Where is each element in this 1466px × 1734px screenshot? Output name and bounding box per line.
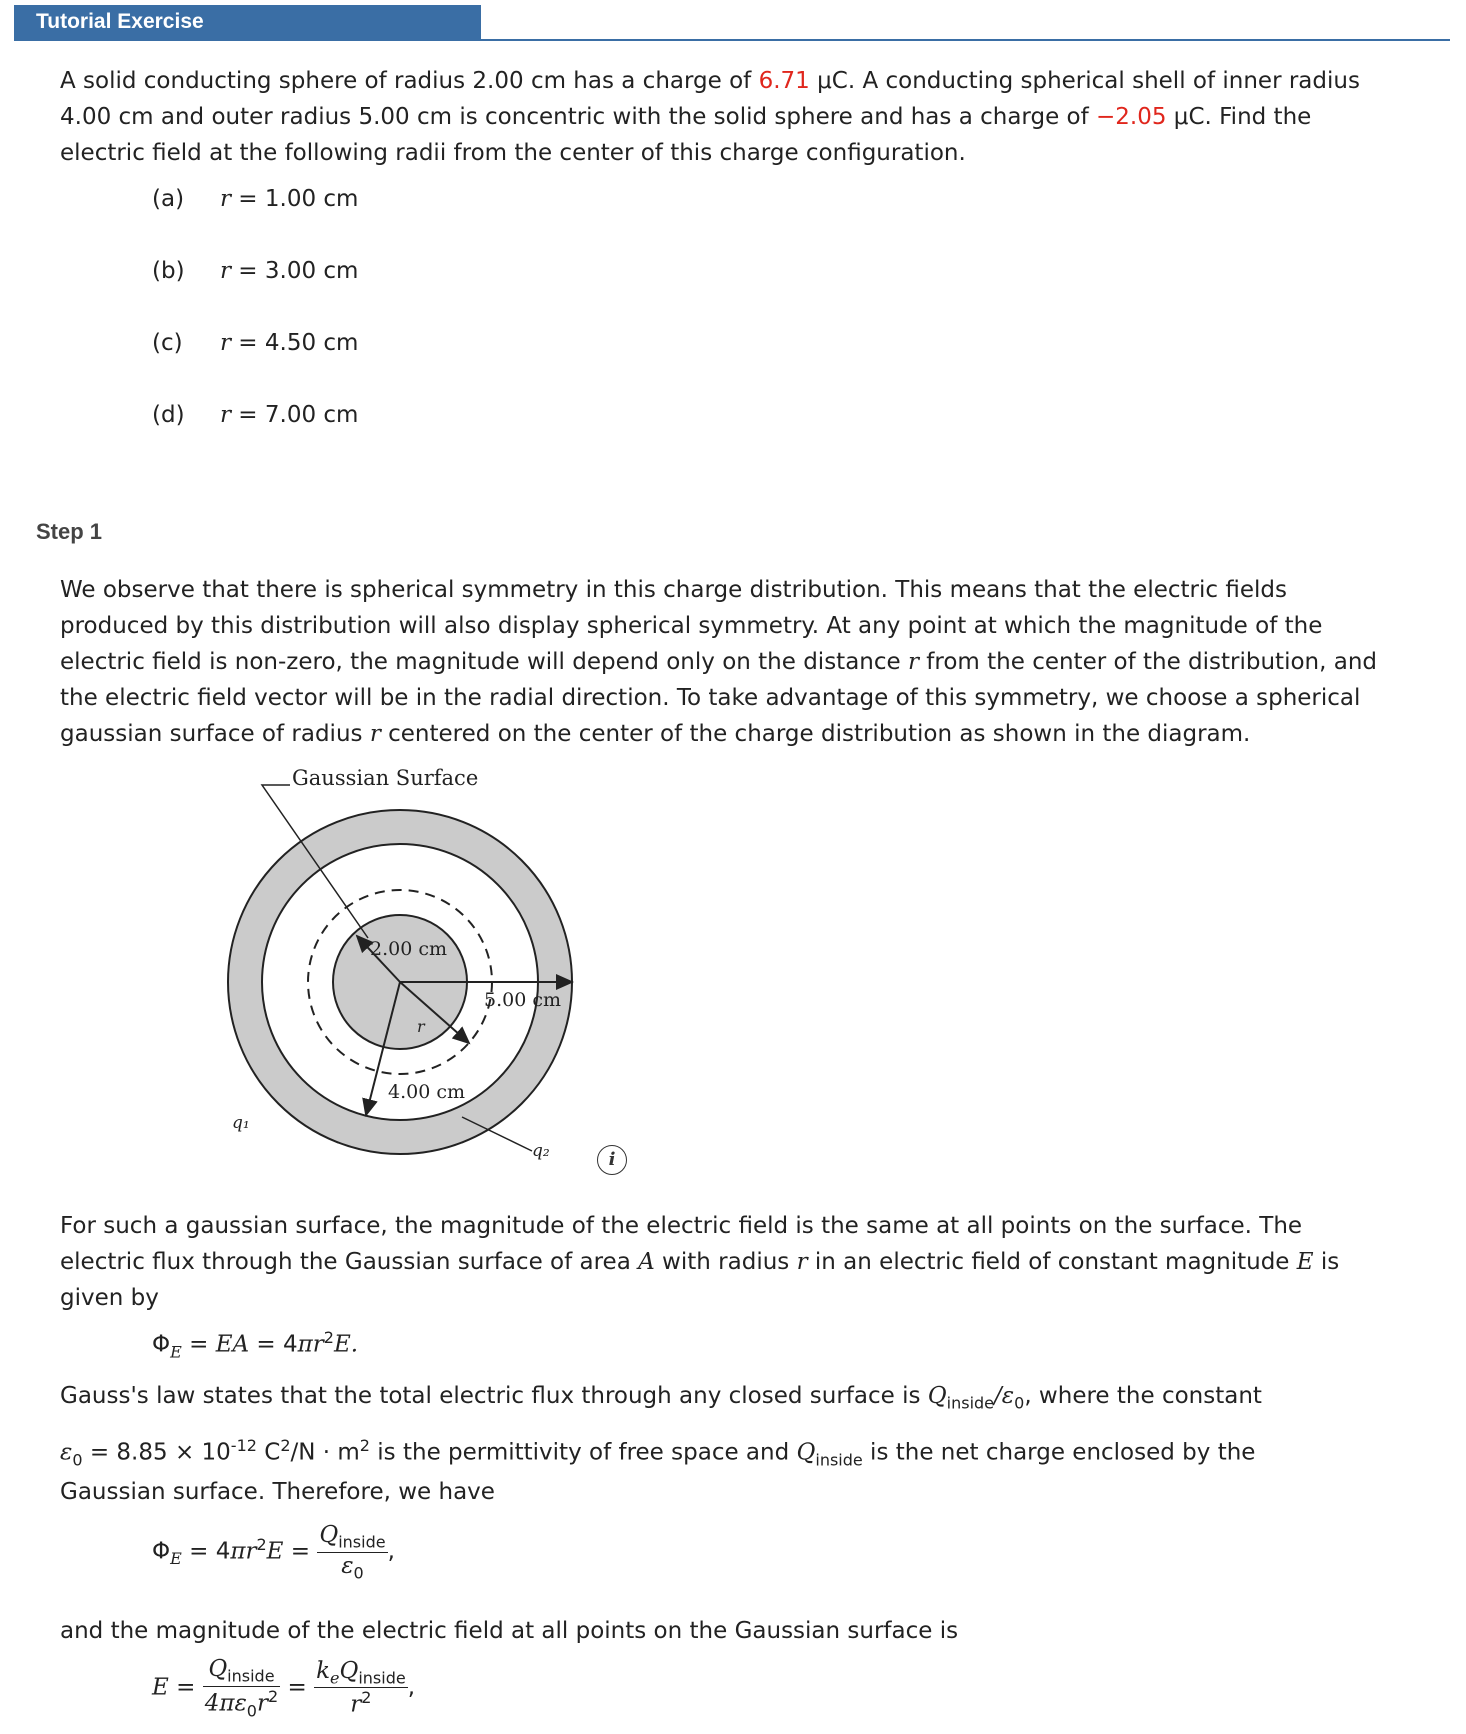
term: Q (208, 1656, 228, 1682)
var-r: r (796, 1249, 808, 1275)
eq-sign: = (168, 1674, 203, 1701)
term: πr (230, 1538, 257, 1565)
text: is (1313, 1249, 1340, 1275)
label-q1: q₁ (232, 1113, 250, 1133)
sub: E (170, 1342, 182, 1362)
eq-sign: = (280, 1674, 315, 1701)
sub: e (330, 1668, 340, 1688)
text: in an electric field of constant magnitude (807, 1249, 1297, 1275)
problem-text: μC. Find the (1166, 104, 1312, 130)
var-A: A (638, 1249, 655, 1275)
part-value: = 7.00 cm (231, 402, 359, 428)
term: k (316, 1657, 331, 1684)
term: EA (215, 1331, 250, 1358)
sub: inside (227, 1666, 275, 1686)
term: E. (333, 1331, 359, 1358)
gaussian-surface-diagram (220, 760, 600, 1170)
part-var: r (220, 186, 231, 212)
sub: 0 (353, 1563, 364, 1583)
var-Q: Q (927, 1383, 947, 1409)
sub: inside (946, 1393, 995, 1413)
denominator (203, 1687, 280, 1720)
sup: 2 (361, 1688, 372, 1708)
term: E (152, 1674, 169, 1701)
part-letter: (a) (152, 186, 185, 212)
problem-text: A solid conducting sphere of radius 2.00 cm has a charge of (60, 68, 759, 94)
denominator (317, 1553, 387, 1583)
step-title: Step 1 (36, 519, 103, 544)
term: πr (297, 1331, 324, 1358)
part-c (152, 330, 358, 356)
label-q2: q₂ (532, 1141, 550, 1161)
step-text (60, 1378, 1420, 1422)
part-letter: (d) (152, 402, 185, 428)
label-4cm: 4.00 cm (388, 1081, 466, 1103)
sup: -12 (230, 1436, 257, 1455)
part-var: r (220, 330, 231, 356)
phi-symbol: Φ (152, 1331, 171, 1358)
header-rule (14, 39, 1450, 41)
part-a (152, 186, 358, 212)
step-text (60, 644, 1420, 680)
text: electric flux through the Gaussian surface of area (60, 1249, 639, 1275)
step-text: produced by this distribution will also display spherical symmetry. At any point at which the magnitude of the (60, 613, 1323, 639)
text: is the permittivity of free space and (369, 1439, 797, 1466)
label-r: r (417, 1017, 425, 1036)
text: from the center of the distribution, and (918, 649, 1377, 675)
var-r: r (907, 649, 919, 675)
term: r (256, 1690, 268, 1717)
numerator (314, 1658, 408, 1689)
problem-text: 4.00 cm and outer radius 5.00 cm is concentric with the solid sphere and has a charge of (60, 104, 1097, 130)
label-gaussian-surface: Gaussian Surface (292, 766, 479, 790)
part-var: r (220, 402, 231, 428)
text: = 8.85 × 10 (82, 1439, 231, 1466)
sup: 2 (323, 1328, 334, 1347)
part-var: r (220, 258, 231, 284)
part-b (152, 258, 358, 284)
text: Gauss's law states that the total electric flux through any closed surface is (60, 1383, 928, 1409)
problem-line-3: electric field at the following radii from the center of this charge configuration. (60, 140, 966, 166)
text: electric field is non-zero, the magnitude will depend only on the distance (60, 649, 908, 675)
step-text (60, 716, 1420, 752)
sub: inside (815, 1450, 863, 1470)
sub: E (170, 1549, 182, 1569)
part-d (152, 402, 358, 428)
numerator (317, 1522, 387, 1553)
problem-line-2 (60, 99, 1420, 135)
sup: 2 (267, 1686, 279, 1706)
part-letter: (c) (152, 330, 183, 356)
problem-text: μC. A conducting spherical shell of inner radius (809, 68, 1360, 94)
comma: , (407, 1674, 416, 1701)
eq-sign: = (283, 1538, 318, 1565)
label-2cm: 2.00 cm (370, 938, 448, 960)
step-text (60, 1428, 1420, 1478)
label-5cm: 5.00 cm (484, 989, 562, 1011)
term: E (266, 1538, 284, 1565)
term: /ε (994, 1383, 1015, 1409)
flux-equation (152, 1328, 358, 1361)
text: is the net charge enclosed by the (862, 1439, 1256, 1466)
text: gaussian surface of radius (60, 721, 370, 747)
sub: 0 (246, 1700, 257, 1720)
text: with radius (654, 1249, 797, 1275)
step-text: and the magnitude of the electric field at all points on the Gaussian surface is (60, 1618, 959, 1644)
epsilon: ε (60, 1439, 73, 1466)
term: 4πε (204, 1690, 247, 1717)
sub: 0 (1014, 1393, 1025, 1413)
text: /N · m (290, 1439, 360, 1466)
text: C (256, 1439, 281, 1466)
step-text: the electric field vector will be in the radial direction. To take advantage of this symmetry, we choose a spherical (60, 685, 1361, 711)
fraction (317, 1522, 387, 1582)
part-value: = 4.50 cm (231, 330, 359, 356)
comma: , (387, 1538, 395, 1565)
fraction (314, 1658, 408, 1718)
var-Q: Q (796, 1439, 816, 1466)
step-text: given by (60, 1285, 159, 1311)
term: r (350, 1692, 362, 1719)
problem-line-1 (60, 63, 1420, 99)
step-text: We observe that there is spherical symmetry in this charge distribution. This means that the electric fields (60, 577, 1287, 603)
eq-sign: = 4 (181, 1538, 231, 1565)
denominator (314, 1688, 408, 1718)
charge-value-2: −2.05 (1096, 104, 1167, 130)
gauss-equation (152, 1522, 395, 1582)
sub: inside (338, 1532, 386, 1552)
sup: 2 (256, 1534, 267, 1554)
term: Q (339, 1657, 359, 1684)
var-r: r (369, 721, 381, 747)
charge-value-1: 6.71 (758, 68, 810, 94)
eq-sign: = 4 (249, 1331, 298, 1358)
info-icon[interactable]: i (597, 1145, 627, 1175)
part-value: = 3.00 cm (231, 258, 359, 284)
numerator (203, 1656, 280, 1687)
sup: 2 (280, 1436, 291, 1455)
exercise-header: Tutorial Exercise (14, 5, 481, 39)
sub: inside (358, 1668, 406, 1688)
text: , where the constant (1024, 1383, 1262, 1409)
step-text: Gaussian surface. Therefore, we have (60, 1479, 495, 1505)
part-letter: (b) (152, 258, 185, 284)
field-equation (152, 1656, 415, 1720)
step-text: For such a gaussian surface, the magnitude of the electric field is the same at all points on the surface. The (60, 1213, 1303, 1239)
var-E: E (1296, 1249, 1314, 1275)
fraction (203, 1656, 280, 1720)
text: centered on the center of the charge distribution as shown in the diagram. (380, 721, 1251, 747)
sup: 2 (359, 1436, 370, 1455)
sub: 0 (72, 1450, 83, 1470)
eq-sign: = (181, 1331, 216, 1358)
term: ε (341, 1552, 354, 1579)
step-text (60, 1244, 1420, 1280)
part-value: = 1.00 cm (231, 186, 359, 212)
term: Q (319, 1522, 339, 1548)
phi-symbol: Φ (152, 1538, 171, 1565)
